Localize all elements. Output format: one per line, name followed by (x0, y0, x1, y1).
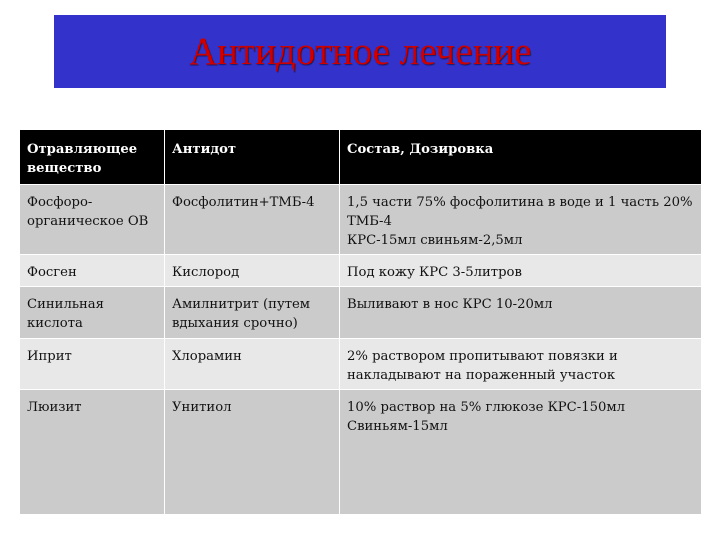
cell-antidote: Фосфолитин+ТМБ-4 (165, 185, 340, 255)
header-agent: Отравляющее вещество (20, 130, 165, 185)
dosage-line: Под кожу КРС 3-5литров (347, 265, 522, 280)
cell-antidote: Хлорамин (165, 339, 340, 390)
table-row (20, 255, 702, 287)
dosage-line: Свиньям-15мл (347, 419, 448, 434)
dosage-line: КРС-15мл свиньям-2,5мл (347, 233, 523, 248)
header-antidote: Антидот (165, 130, 340, 185)
header-dosage: Состав, Дозировка (340, 130, 702, 185)
cell-agent: Фосген (20, 255, 165, 287)
cell-agent: Синильная кислота (20, 287, 165, 339)
cell-antidote: Унитиол (165, 390, 340, 515)
slide-title: Антидотное лечение (188, 30, 532, 73)
cell-dosage (340, 390, 702, 515)
cell-agent: Иприт (20, 339, 165, 390)
table-row (20, 287, 702, 339)
cell-dosage (340, 185, 702, 255)
table-row (20, 390, 702, 515)
cell-dosage (340, 287, 702, 339)
table-row (20, 339, 702, 390)
dosage-line: 2% раствором пропитывают повязки и накладывают на пораженный участок (347, 349, 618, 383)
title-banner (54, 15, 666, 88)
table-row (20, 185, 702, 255)
dosage-line: Выливают в нос КРС 10-20мл (347, 297, 553, 312)
cell-antidote: Кислород (165, 255, 340, 287)
table-header-row (20, 130, 702, 185)
dosage-line: 10% раствор на 5% глюкозе КРС-150мл (347, 400, 626, 415)
cell-dosage (340, 255, 702, 287)
antidote-table (19, 129, 702, 515)
dosage-line: 1,5 части 75% фосфолитина в воде и 1 часть 20% ТМБ-4 (347, 195, 693, 229)
cell-agent: Люизит (20, 390, 165, 515)
cell-antidote: Амилнитрит (путем вдыхания срочно) (165, 287, 340, 339)
cell-agent: Фосфоро-органическое ОВ (20, 185, 165, 255)
cell-dosage (340, 339, 702, 390)
